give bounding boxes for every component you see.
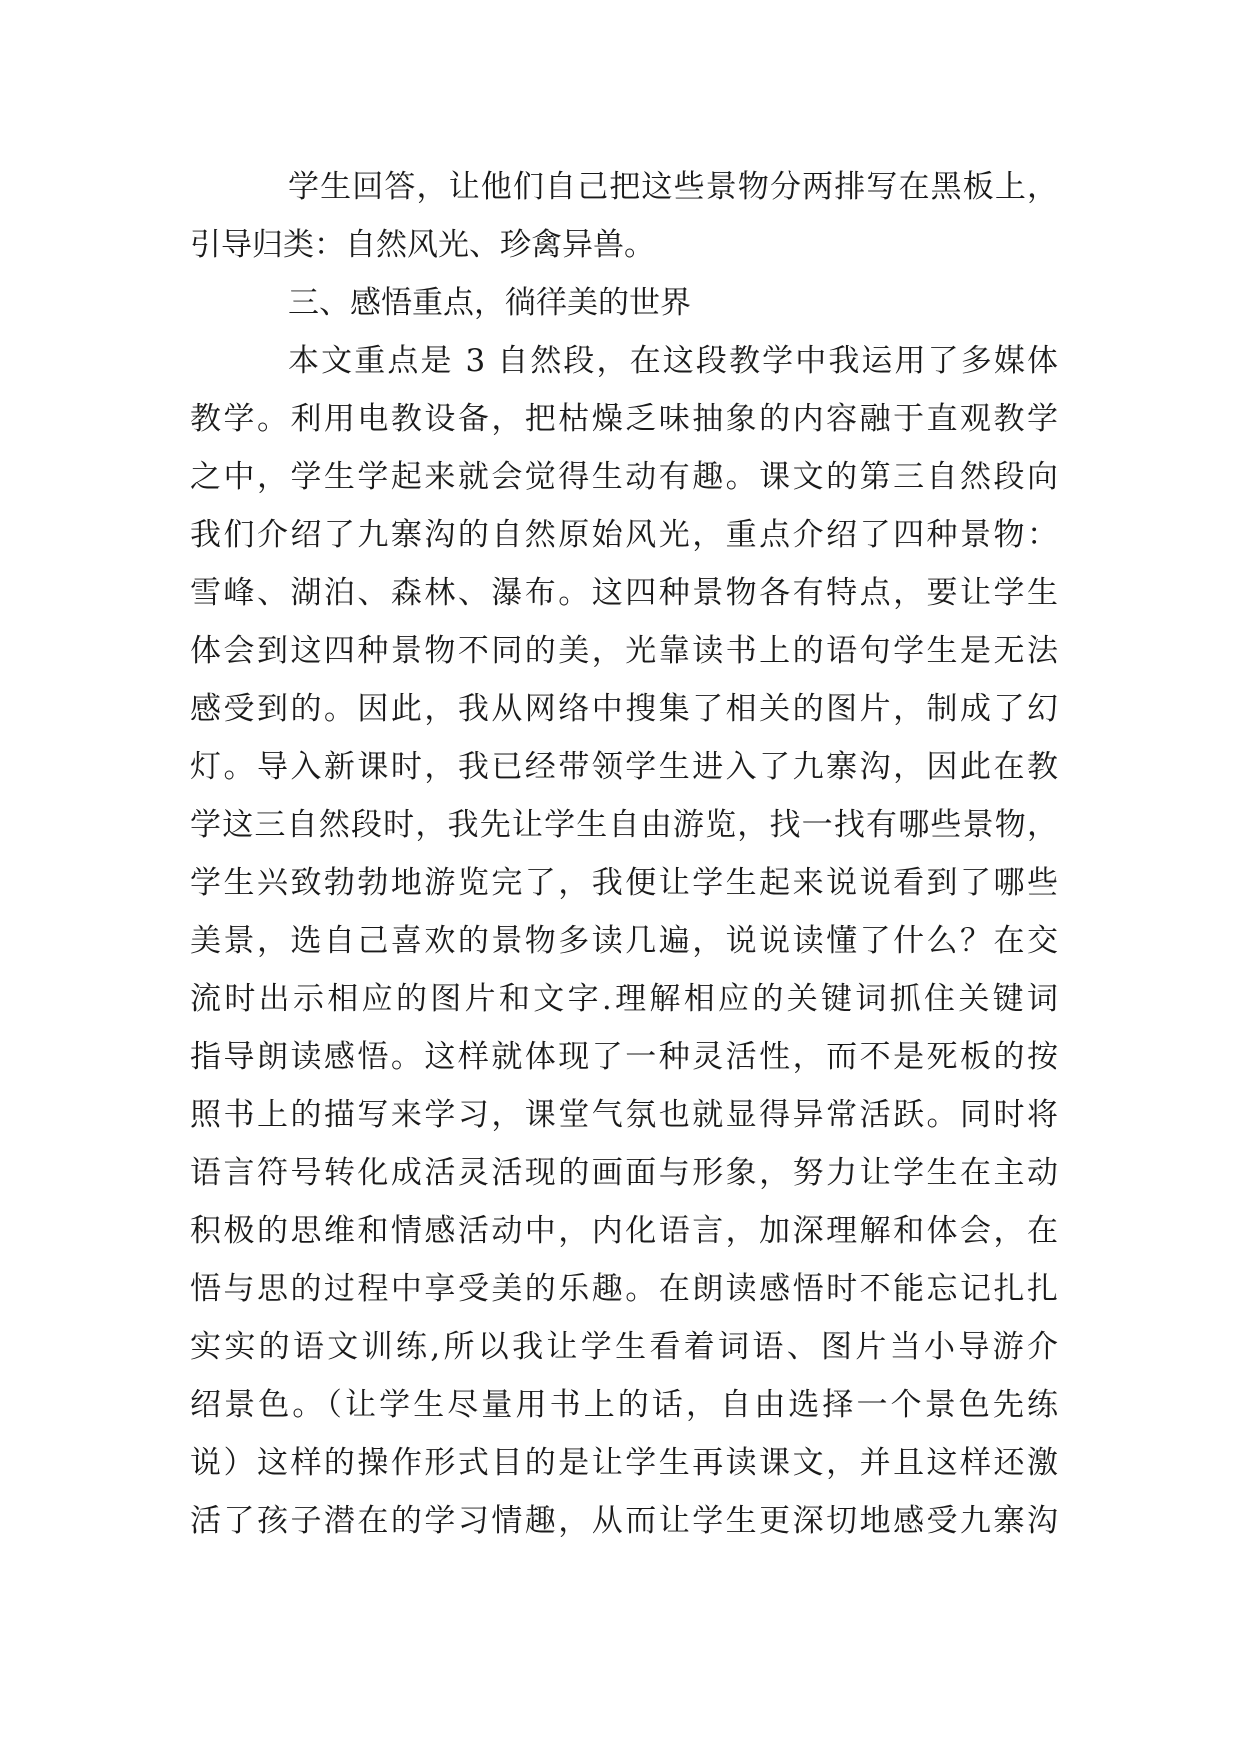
text-line: 流时出示相应的图片和文字.理解相应的关键词抓住关键词 [190,981,1058,1017]
text-line: 指导朗读感悟。这样就体现了一种灵活性，而不是死板的按 [190,1039,1058,1075]
text-line: 照书上的描写来学习，课堂气氛也就显得异常活跃。同时将 [190,1097,1058,1133]
text-line: 本文重点是 3 自然段，在这段教学中我运用了多媒体 [288,343,1058,379]
text-line: 学生回答，让他们自己把这些景物分两排写在黑板上， [288,169,1058,205]
text-line: 感受到的。因此，我从网络中搜集了相关的图片，制成了幻 [190,691,1058,727]
heading-text: 三、感悟重点，徜徉美的世界 [288,285,691,321]
paragraph-key-section [190,332,1058,1550]
text-line: 活了孩子潜在的学习情趣，从而让学生更深切地感受九寨沟 [190,1503,1058,1539]
text-line: 实实的语文训练,所以我让学生看着词语、图片当小导游介 [190,1329,1058,1365]
text-line: 积极的思维和情感活动中，内化语言，加深理解和体会，在 [190,1213,1058,1249]
text-line: 悟与思的过程中享受美的乐趣。在朗读感悟时不能忘记扎扎 [190,1271,1058,1307]
section-heading [190,274,1058,332]
text-line: 绍景色。（让学生尽量用书上的话，自由选择一个景色先练 [190,1387,1058,1423]
text-line: 美景，选自己喜欢的景物多读几遍，说说读懂了什么？在交 [190,923,1058,959]
text-line: 学这三自然段时，我先让学生自由游览，找一找有哪些景物， [190,807,1058,843]
text-line: 之中，学生学起来就会觉得生动有趣。课文的第三自然段向 [190,459,1058,495]
text-line: 灯。导入新课时，我已经带领学生进入了九寨沟，因此在教 [190,749,1058,785]
paragraph-student-answer [190,158,1058,274]
text-line: 教学。利用电教设备，把枯燥乏味抽象的内容融于直观教学 [190,401,1058,437]
document-body [190,158,1058,1550]
text-line: 引导归类：自然风光、珍禽异兽。 [190,227,655,263]
text-line: 说）这样的操作形式目的是让学生再读课文，并且这样还激 [190,1445,1058,1481]
text-line: 学生兴致勃勃地游览完了，我便让学生起来说说看到了哪些 [190,865,1058,901]
text-line: 体会到这四种景物不同的美，光靠读书上的语句学生是无法 [190,633,1058,669]
text-line: 语言符号转化成活灵活现的画面与形象，努力让学生在主动 [190,1155,1058,1191]
text-line: 雪峰、湖泊、森林、瀑布。这四种景物各有特点，要让学生 [190,575,1058,611]
text-line: 我们介绍了九寨沟的自然原始风光，重点介绍了四种景物： [190,517,1058,553]
